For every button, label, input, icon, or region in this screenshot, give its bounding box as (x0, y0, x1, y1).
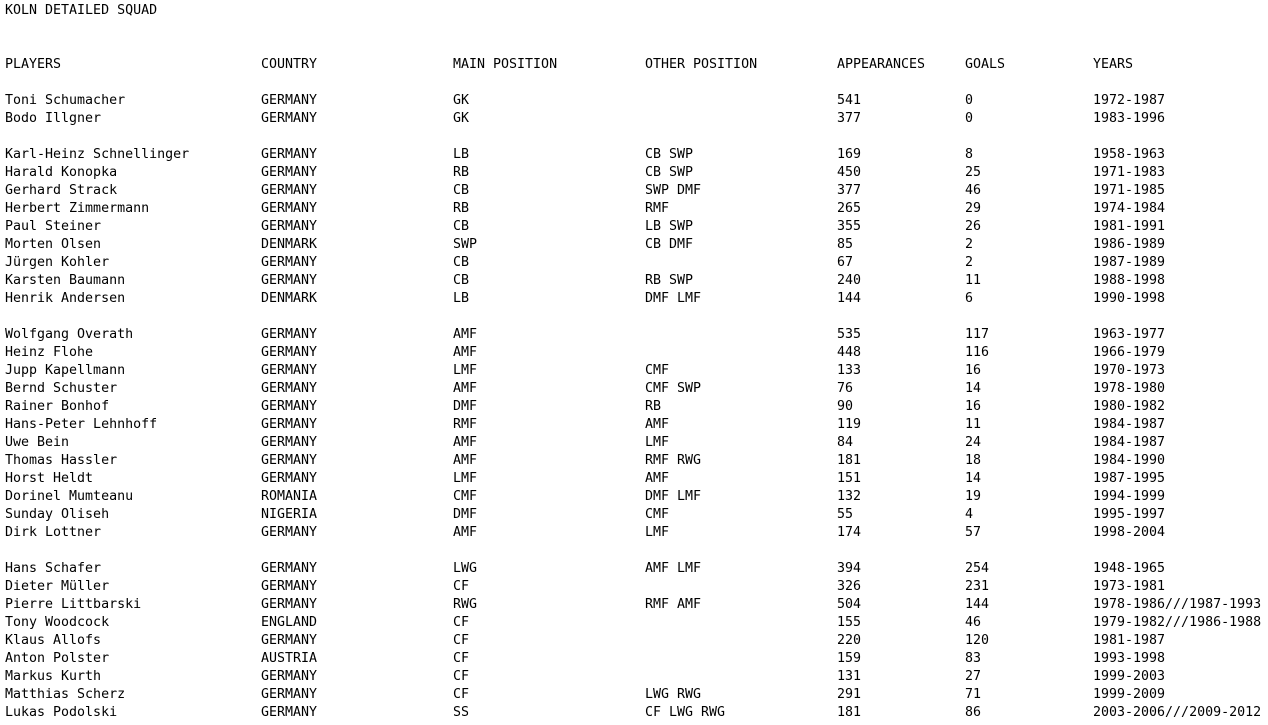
table-row (0, 272, 1268, 290)
years-cell: 1970-1973 (1093, 363, 1166, 378)
years-cell: 1999-2003 (1093, 669, 1166, 684)
table-row (0, 668, 1268, 686)
table-row (0, 290, 1268, 308)
country-cell: GERMANY (261, 381, 318, 396)
goals-cell: 231 (965, 579, 990, 594)
appearances-cell: 541 (837, 93, 862, 108)
table-row (0, 488, 1268, 506)
player-name-cell: Tony Woodcock (5, 615, 110, 630)
appearances-cell: 169 (837, 147, 862, 162)
table-row (0, 686, 1268, 704)
other-position-cell: RB (645, 399, 662, 414)
country-cell: GERMANY (261, 165, 318, 180)
player-name-cell: Karl-Heinz Schnellinger (5, 147, 190, 162)
other-position-cell: CB DMF (645, 237, 694, 252)
main-position-cell: CB (453, 273, 470, 288)
other-position-cell: RB SWP (645, 273, 694, 288)
goals-cell: 11 (965, 417, 982, 432)
country-cell: GERMANY (261, 597, 318, 612)
goals-cell: 16 (965, 399, 982, 414)
other-position-cell: AMF (645, 417, 670, 432)
main-position-cell: CMF (453, 489, 478, 504)
other-position-cell: LMF (645, 525, 670, 540)
column-header-goals: GOALS (965, 57, 1006, 72)
years-cell: 2003-2006///2009-2012 (1093, 705, 1262, 720)
main-position-cell: CB (453, 255, 470, 270)
table-row (0, 200, 1268, 218)
country-cell: ROMANIA (261, 489, 318, 504)
other-position-cell: DMF LMF (645, 291, 702, 306)
appearances-cell: 181 (837, 453, 862, 468)
country-cell: GERMANY (261, 201, 318, 216)
other-position-cell: RMF AMF (645, 597, 702, 612)
country-cell: GERMANY (261, 147, 318, 162)
player-name-cell: Dieter Müller (5, 579, 110, 594)
main-position-cell: LMF (453, 363, 478, 378)
goals-cell: 120 (965, 633, 990, 648)
country-cell: GERMANY (261, 633, 318, 648)
goals-cell: 254 (965, 561, 990, 576)
other-position-cell: CB SWP (645, 165, 694, 180)
other-position-cell: LMF (645, 435, 670, 450)
years-cell: 1981-1987 (1093, 633, 1166, 648)
years-cell: 1971-1985 (1093, 183, 1166, 198)
column-header-other-position: OTHER POSITION (645, 57, 758, 72)
country-cell: GERMANY (261, 579, 318, 594)
table-row (0, 380, 1268, 398)
main-position-cell: LWG (453, 561, 478, 576)
main-position-cell: CF (453, 633, 470, 648)
table-row (0, 452, 1268, 470)
appearances-cell: 450 (837, 165, 862, 180)
player-name-cell: Klaus Allofs (5, 633, 102, 648)
column-header-main-position: MAIN POSITION (453, 57, 558, 72)
main-position-cell: RMF (453, 417, 478, 432)
years-cell: 1999-2009 (1093, 687, 1166, 702)
main-position-cell: RWG (453, 597, 478, 612)
goals-cell: 29 (965, 201, 982, 216)
player-name-cell: Sunday Oliseh (5, 507, 110, 522)
main-position-cell: GK (453, 93, 470, 108)
appearances-cell: 377 (837, 183, 862, 198)
other-position-cell: AMF LMF (645, 561, 702, 576)
player-name-cell: Dirk Lottner (5, 525, 102, 540)
appearances-cell: 155 (837, 615, 862, 630)
country-cell: NIGERIA (261, 507, 318, 522)
main-position-cell: AMF (453, 381, 478, 396)
table-row (0, 632, 1268, 650)
country-cell: GERMANY (261, 471, 318, 486)
table-row (0, 560, 1268, 578)
appearances-cell: 131 (837, 669, 862, 684)
goals-cell: 8 (965, 147, 974, 162)
player-name-cell: Henrik Andersen (5, 291, 126, 306)
goals-cell: 71 (965, 687, 982, 702)
main-position-cell: AMF (453, 525, 478, 540)
player-name-cell: Bodo Illgner (5, 111, 102, 126)
years-cell: 1984-1990 (1093, 453, 1166, 468)
appearances-cell: 220 (837, 633, 862, 648)
years-cell: 1963-1977 (1093, 327, 1166, 342)
goals-cell: 144 (965, 597, 990, 612)
country-cell: GERMANY (261, 525, 318, 540)
appearances-cell: 291 (837, 687, 862, 702)
main-position-cell: DMF (453, 399, 478, 414)
years-cell: 1978-1986///1987-1993 (1093, 597, 1262, 612)
country-cell: AUSTRIA (261, 651, 318, 666)
player-name-cell: Uwe Bein (5, 435, 70, 450)
player-name-cell: Horst Heldt (5, 471, 94, 486)
goals-cell: 6 (965, 291, 974, 306)
page-title: KOLN DETAILED SQUAD (5, 3, 158, 18)
other-position-cell: LB SWP (645, 219, 694, 234)
years-cell: 1980-1982 (1093, 399, 1166, 414)
player-name-cell: Jupp Kapellmann (5, 363, 126, 378)
goals-cell: 116 (965, 345, 990, 360)
goals-cell: 4 (965, 507, 974, 522)
years-cell: 1981-1991 (1093, 219, 1166, 234)
column-header-players: PLAYERS (5, 57, 62, 72)
appearances-cell: 67 (837, 255, 854, 270)
table-row (0, 650, 1268, 668)
appearances-cell: 504 (837, 597, 862, 612)
table-row (0, 326, 1268, 344)
appearances-cell: 90 (837, 399, 854, 414)
player-name-cell: Lukas Podolski (5, 705, 118, 720)
player-name-cell: Harald Konopka (5, 165, 118, 180)
years-cell: 1988-1998 (1093, 273, 1166, 288)
years-cell: 1990-1998 (1093, 291, 1166, 306)
column-header-years: YEARS (1093, 57, 1134, 72)
appearances-cell: 240 (837, 273, 862, 288)
table-row (0, 704, 1268, 722)
years-cell: 1993-1998 (1093, 651, 1166, 666)
other-position-cell: LWG RWG (645, 687, 702, 702)
column-header-appearances: APPEARANCES (837, 57, 926, 72)
player-name-cell: Gerhard Strack (5, 183, 118, 198)
appearances-cell: 326 (837, 579, 862, 594)
goals-cell: 19 (965, 489, 982, 504)
country-cell: GERMANY (261, 705, 318, 720)
goals-cell: 25 (965, 165, 982, 180)
appearances-cell: 76 (837, 381, 854, 396)
player-name-cell: Bernd Schuster (5, 381, 118, 396)
table-row (0, 416, 1268, 434)
goals-cell: 2 (965, 255, 974, 270)
country-cell: GERMANY (261, 273, 318, 288)
years-cell: 1984-1987 (1093, 417, 1166, 432)
goals-cell: 16 (965, 363, 982, 378)
goals-cell: 26 (965, 219, 982, 234)
country-cell: GERMANY (261, 345, 318, 360)
years-cell: 1974-1984 (1093, 201, 1166, 216)
other-position-cell: CMF SWP (645, 381, 702, 396)
years-cell: 1971-1983 (1093, 165, 1166, 180)
country-cell: GERMANY (261, 219, 318, 234)
main-position-cell: AMF (453, 435, 478, 450)
main-position-cell: CB (453, 219, 470, 234)
country-cell: GERMANY (261, 687, 318, 702)
main-position-cell: CF (453, 579, 470, 594)
main-position-cell: CF (453, 651, 470, 666)
other-position-cell: SWP DMF (645, 183, 702, 198)
country-cell: GERMANY (261, 111, 318, 126)
table-header (0, 56, 1268, 74)
country-cell: GERMANY (261, 453, 318, 468)
column-header-country: COUNTRY (261, 57, 318, 72)
goals-cell: 117 (965, 327, 990, 342)
other-position-cell: CMF (645, 363, 670, 378)
goals-cell: 0 (965, 111, 974, 126)
player-name-cell: Jürgen Kohler (5, 255, 110, 270)
main-position-cell: LB (453, 291, 470, 306)
other-position-cell: RMF RWG (645, 453, 702, 468)
goals-cell: 46 (965, 615, 982, 630)
player-name-cell: Pierre Littbarski (5, 597, 142, 612)
player-name-cell: Rainer Bonhof (5, 399, 110, 414)
years-cell: 1978-1980 (1093, 381, 1166, 396)
other-position-cell: RMF (645, 201, 670, 216)
years-cell: 1966-1979 (1093, 345, 1166, 360)
player-name-cell: Thomas Hassler (5, 453, 118, 468)
main-position-cell: CF (453, 669, 470, 684)
appearances-cell: 377 (837, 111, 862, 126)
country-cell: GERMANY (261, 255, 318, 270)
main-position-cell: RB (453, 165, 470, 180)
country-cell: GERMANY (261, 327, 318, 342)
years-cell: 1972-1987 (1093, 93, 1166, 108)
player-name-cell: Dorinel Mumteanu (5, 489, 134, 504)
other-position-cell: DMF LMF (645, 489, 702, 504)
years-cell: 1948-1965 (1093, 561, 1166, 576)
other-position-cell: CB SWP (645, 147, 694, 162)
player-name-cell: Heinz Flohe (5, 345, 94, 360)
main-position-cell: CB (453, 183, 470, 198)
years-cell: 1987-1989 (1093, 255, 1166, 270)
years-cell: 1973-1981 (1093, 579, 1166, 594)
table-row (0, 434, 1268, 452)
table-row (0, 578, 1268, 596)
player-name-cell: Hans Schafer (5, 561, 102, 576)
player-name-cell: Hans-Peter Lehnhoff (5, 417, 158, 432)
player-name-cell: Matthias Scherz (5, 687, 126, 702)
appearances-cell: 159 (837, 651, 862, 666)
years-cell: 1995-1997 (1093, 507, 1166, 522)
other-position-cell: CF LWG RWG (645, 705, 726, 720)
goals-cell: 46 (965, 183, 982, 198)
goals-cell: 86 (965, 705, 982, 720)
main-position-cell: GK (453, 111, 470, 126)
player-name-cell: Karsten Baumann (5, 273, 126, 288)
table-row (0, 506, 1268, 524)
goals-cell: 14 (965, 381, 982, 396)
appearances-cell: 55 (837, 507, 854, 522)
goals-cell: 57 (965, 525, 982, 540)
table-row (0, 344, 1268, 362)
appearances-cell: 133 (837, 363, 862, 378)
years-cell: 1994-1999 (1093, 489, 1166, 504)
appearances-cell: 355 (837, 219, 862, 234)
table-row (0, 596, 1268, 614)
appearances-cell: 132 (837, 489, 862, 504)
player-name-cell: Markus Kurth (5, 669, 102, 684)
player-name-cell: Wolfgang Overath (5, 327, 134, 342)
country-cell: GERMANY (261, 183, 318, 198)
table-row (0, 236, 1268, 254)
main-position-cell: RB (453, 201, 470, 216)
years-cell: 1958-1963 (1093, 147, 1166, 162)
country-cell: DENMARK (261, 291, 318, 306)
country-cell: GERMANY (261, 399, 318, 414)
main-position-cell: AMF (453, 345, 478, 360)
goals-cell: 27 (965, 669, 982, 684)
table-row (0, 254, 1268, 272)
appearances-cell: 181 (837, 705, 862, 720)
country-cell: GERMANY (261, 561, 318, 576)
years-cell: 1998-2004 (1093, 525, 1166, 540)
country-cell: GERMANY (261, 93, 318, 108)
table-row (0, 92, 1268, 110)
appearances-cell: 144 (837, 291, 862, 306)
appearances-cell: 174 (837, 525, 862, 540)
main-position-cell: AMF (453, 327, 478, 342)
main-position-cell: LMF (453, 471, 478, 486)
years-cell: 1979-1982///1986-1988 (1093, 615, 1262, 630)
goals-cell: 24 (965, 435, 982, 450)
table-row (0, 614, 1268, 632)
table-row (0, 362, 1268, 380)
main-position-cell: DMF (453, 507, 478, 522)
main-position-cell: SWP (453, 237, 478, 252)
appearances-cell: 265 (837, 201, 862, 216)
appearances-cell: 84 (837, 435, 854, 450)
appearances-cell: 394 (837, 561, 862, 576)
appearances-cell: 535 (837, 327, 862, 342)
country-cell: GERMANY (261, 417, 318, 432)
other-position-cell: CMF (645, 507, 670, 522)
goals-cell: 18 (965, 453, 982, 468)
goals-cell: 0 (965, 93, 974, 108)
table-row (0, 110, 1268, 128)
appearances-cell: 448 (837, 345, 862, 360)
main-position-cell: AMF (453, 453, 478, 468)
table-row (0, 182, 1268, 200)
years-cell: 1986-1989 (1093, 237, 1166, 252)
player-name-cell: Herbert Zimmermann (5, 201, 150, 216)
main-position-cell: LB (453, 147, 470, 162)
table-row (0, 524, 1268, 542)
country-cell: DENMARK (261, 237, 318, 252)
years-cell: 1987-1995 (1093, 471, 1166, 486)
goals-cell: 83 (965, 651, 982, 666)
country-cell: ENGLAND (261, 615, 318, 630)
main-position-cell: SS (453, 705, 470, 720)
appearances-cell: 151 (837, 471, 862, 486)
table-row (0, 218, 1268, 236)
player-name-cell: Toni Schumacher (5, 93, 126, 108)
player-name-cell: Morten Olsen (5, 237, 102, 252)
country-cell: GERMANY (261, 669, 318, 684)
main-position-cell: CF (453, 687, 470, 702)
goals-cell: 11 (965, 273, 982, 288)
goals-cell: 2 (965, 237, 974, 252)
player-name-cell: Anton Polster (5, 651, 110, 666)
country-cell: GERMANY (261, 363, 318, 378)
goals-cell: 14 (965, 471, 982, 486)
country-cell: GERMANY (261, 435, 318, 450)
other-position-cell: AMF (645, 471, 670, 486)
table-row (0, 164, 1268, 182)
main-position-cell: CF (453, 615, 470, 630)
table-row (0, 470, 1268, 488)
player-name-cell: Paul Steiner (5, 219, 102, 234)
table-row (0, 398, 1268, 416)
years-cell: 1983-1996 (1093, 111, 1166, 126)
table-row (0, 146, 1268, 164)
appearances-cell: 85 (837, 237, 854, 252)
appearances-cell: 119 (837, 417, 862, 432)
years-cell: 1984-1987 (1093, 435, 1166, 450)
